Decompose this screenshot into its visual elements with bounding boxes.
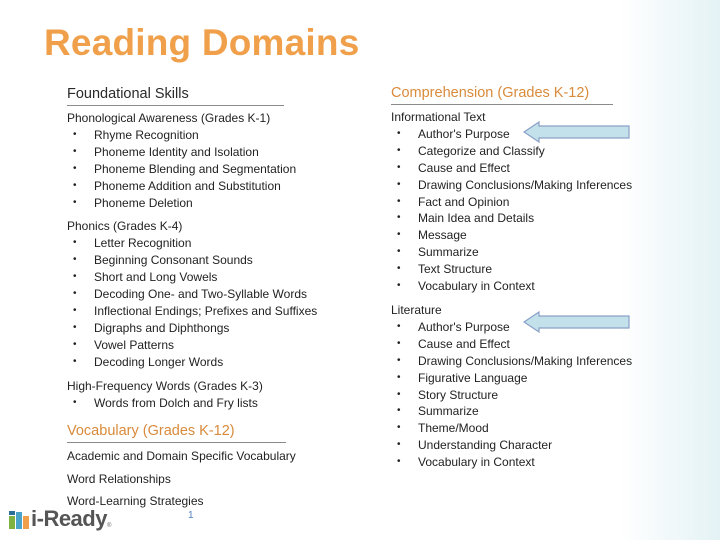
- list-item: • Beginning Consonant Sounds: [67, 252, 317, 269]
- list-item: • Categorize and Classify: [391, 143, 632, 160]
- list-item: • Cause and Effect: [391, 336, 632, 353]
- page-title: Reading Domains: [44, 22, 360, 63]
- list-item: • Vocabulary in Context: [391, 278, 632, 295]
- logo-text: i-Ready: [31, 506, 107, 531]
- bullet-list: [391, 319, 632, 471]
- list-item: • Phoneme Deletion: [67, 195, 317, 212]
- list-item: • Understanding Character: [391, 437, 632, 454]
- list-item: • Drawing Conclusions/Making Inferences: [391, 177, 632, 194]
- group-title: Informational Text: [391, 110, 486, 124]
- list-item: • Phoneme Identity and Isolation: [67, 144, 317, 161]
- bullet-list: [391, 126, 632, 295]
- list-item: • Theme/Mood: [391, 420, 632, 437]
- group-spacer: [67, 371, 317, 378]
- group-title: High-Frequency Words (Grades K-3): [67, 378, 263, 393]
- list-item: • Phoneme Addition and Substitution: [67, 178, 317, 195]
- list-item: • Summarize: [391, 403, 632, 420]
- list-item: • Rhyme Recognition: [67, 127, 317, 144]
- list-item: • Figurative Language: [391, 370, 632, 387]
- foundational-skills-heading: Foundational Skills: [67, 86, 284, 106]
- list-item: • Summarize: [391, 244, 632, 261]
- side-panel: [620, 0, 720, 540]
- group-spacer: [391, 295, 632, 302]
- list-item: • Author's Purpose: [391, 319, 632, 336]
- arrow-left-icon: [523, 311, 631, 333]
- i-ready-logo-mark-icon: [8, 508, 30, 530]
- list-item: • Cause and Effect: [391, 160, 632, 177]
- group-title: Phonics (Grades K-4): [67, 219, 183, 234]
- comprehension-heading: Comprehension (Grades K-12): [391, 85, 613, 105]
- list-item: • Author's Purpose: [391, 126, 632, 143]
- list-item: • Fact and Opinion: [391, 194, 632, 211]
- vocabulary-heading: Vocabulary (Grades K-12): [67, 423, 286, 443]
- bullet-list: [67, 395, 317, 412]
- list-item: • Phoneme Blending and Segmentation: [67, 161, 317, 178]
- trademark-mark: ®: [106, 523, 112, 529]
- vocabulary-item: Academic and Domain Specific Vocabulary: [67, 449, 296, 463]
- comprehension-list: [391, 109, 632, 471]
- list-item: • Vocabulary in Context: [391, 454, 632, 471]
- vocabulary-list: [67, 445, 296, 513]
- group-title: Phonological Awareness (Grades K-1): [67, 111, 271, 125]
- arrow-left-icon: [523, 121, 631, 143]
- bullet-list: [67, 235, 317, 370]
- page-number: 1: [188, 510, 194, 521]
- bullet-list: [67, 127, 317, 212]
- list-item: • Drawing Conclusions/Making Inferences: [391, 353, 632, 370]
- i-ready-logo: [8, 506, 111, 532]
- list-item: • Text Structure: [391, 261, 632, 278]
- list-item: • Letter Recognition: [67, 235, 317, 252]
- group-spacer: [67, 211, 317, 218]
- list-item: • Story Structure: [391, 387, 632, 404]
- list-item: • Main Idea and Details: [391, 210, 632, 227]
- list-item: • Decoding One- and Two-Syllable Words: [67, 286, 317, 303]
- group-title: Literature: [391, 302, 442, 317]
- vocabulary-item: Word-Learning Strategies: [67, 494, 204, 508]
- list-item: • Words from Dolch and Fry lists: [67, 395, 317, 412]
- list-item: • Short and Long Vowels: [67, 269, 317, 286]
- list-item: • Digraphs and Diphthongs: [67, 320, 317, 337]
- list-item: • Message: [391, 227, 632, 244]
- foundational-skills-list: [67, 110, 317, 411]
- vocabulary-item: Word Relationships: [67, 471, 171, 486]
- list-item: • Vowel Patterns: [67, 337, 317, 354]
- list-item: • Decoding Longer Words: [67, 354, 317, 371]
- list-item: • Inflectional Endings; Prefixes and Suffixes: [67, 303, 317, 320]
